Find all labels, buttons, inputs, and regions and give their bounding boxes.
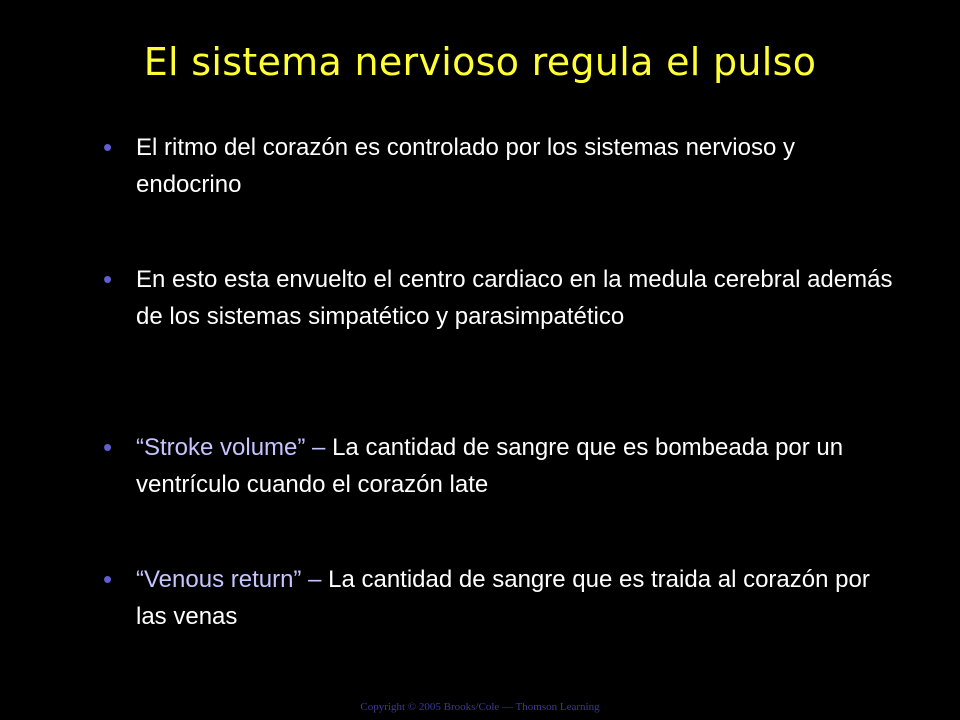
bullet-text [136, 261, 903, 335]
bullet-body: La cantidad de sangre que es bombeada por un ventrículo cuando el corazón late [136, 434, 844, 498]
bullet-dot-icon: • [103, 432, 113, 462]
bullet-term: “Venous return” – [136, 566, 322, 593]
bullet-item [103, 261, 903, 335]
bullet-body: La cantidad de sangre que es traida al corazón por las venas [136, 566, 870, 630]
bullet-item [103, 561, 903, 635]
bullet-text [136, 429, 903, 503]
bullet-term: “Stroke volume” – [136, 434, 326, 461]
slide-title: El sistema nervioso regula el pulso [143, 40, 817, 84]
bullet-body: El ritmo del corazón es controlado por los sistemas nervioso y endocrino [136, 134, 795, 198]
bullet-item [103, 429, 903, 503]
bullet-text [136, 561, 903, 635]
bullet-item [103, 129, 903, 203]
bullet-text [136, 129, 903, 203]
copyright-notice: Copyright © 2005 Brooks/Cole — Thomson Learning [360, 701, 600, 713]
bullet-body: En esto esta envuelto el centro cardiaco en la medula cerebral además de los sistemas simpatético y parasimpatético [136, 266, 893, 330]
bullet-dot-icon: • [103, 564, 113, 594]
bullet-dot-icon: • [103, 264, 113, 294]
bullet-dot-icon: • [103, 132, 113, 162]
